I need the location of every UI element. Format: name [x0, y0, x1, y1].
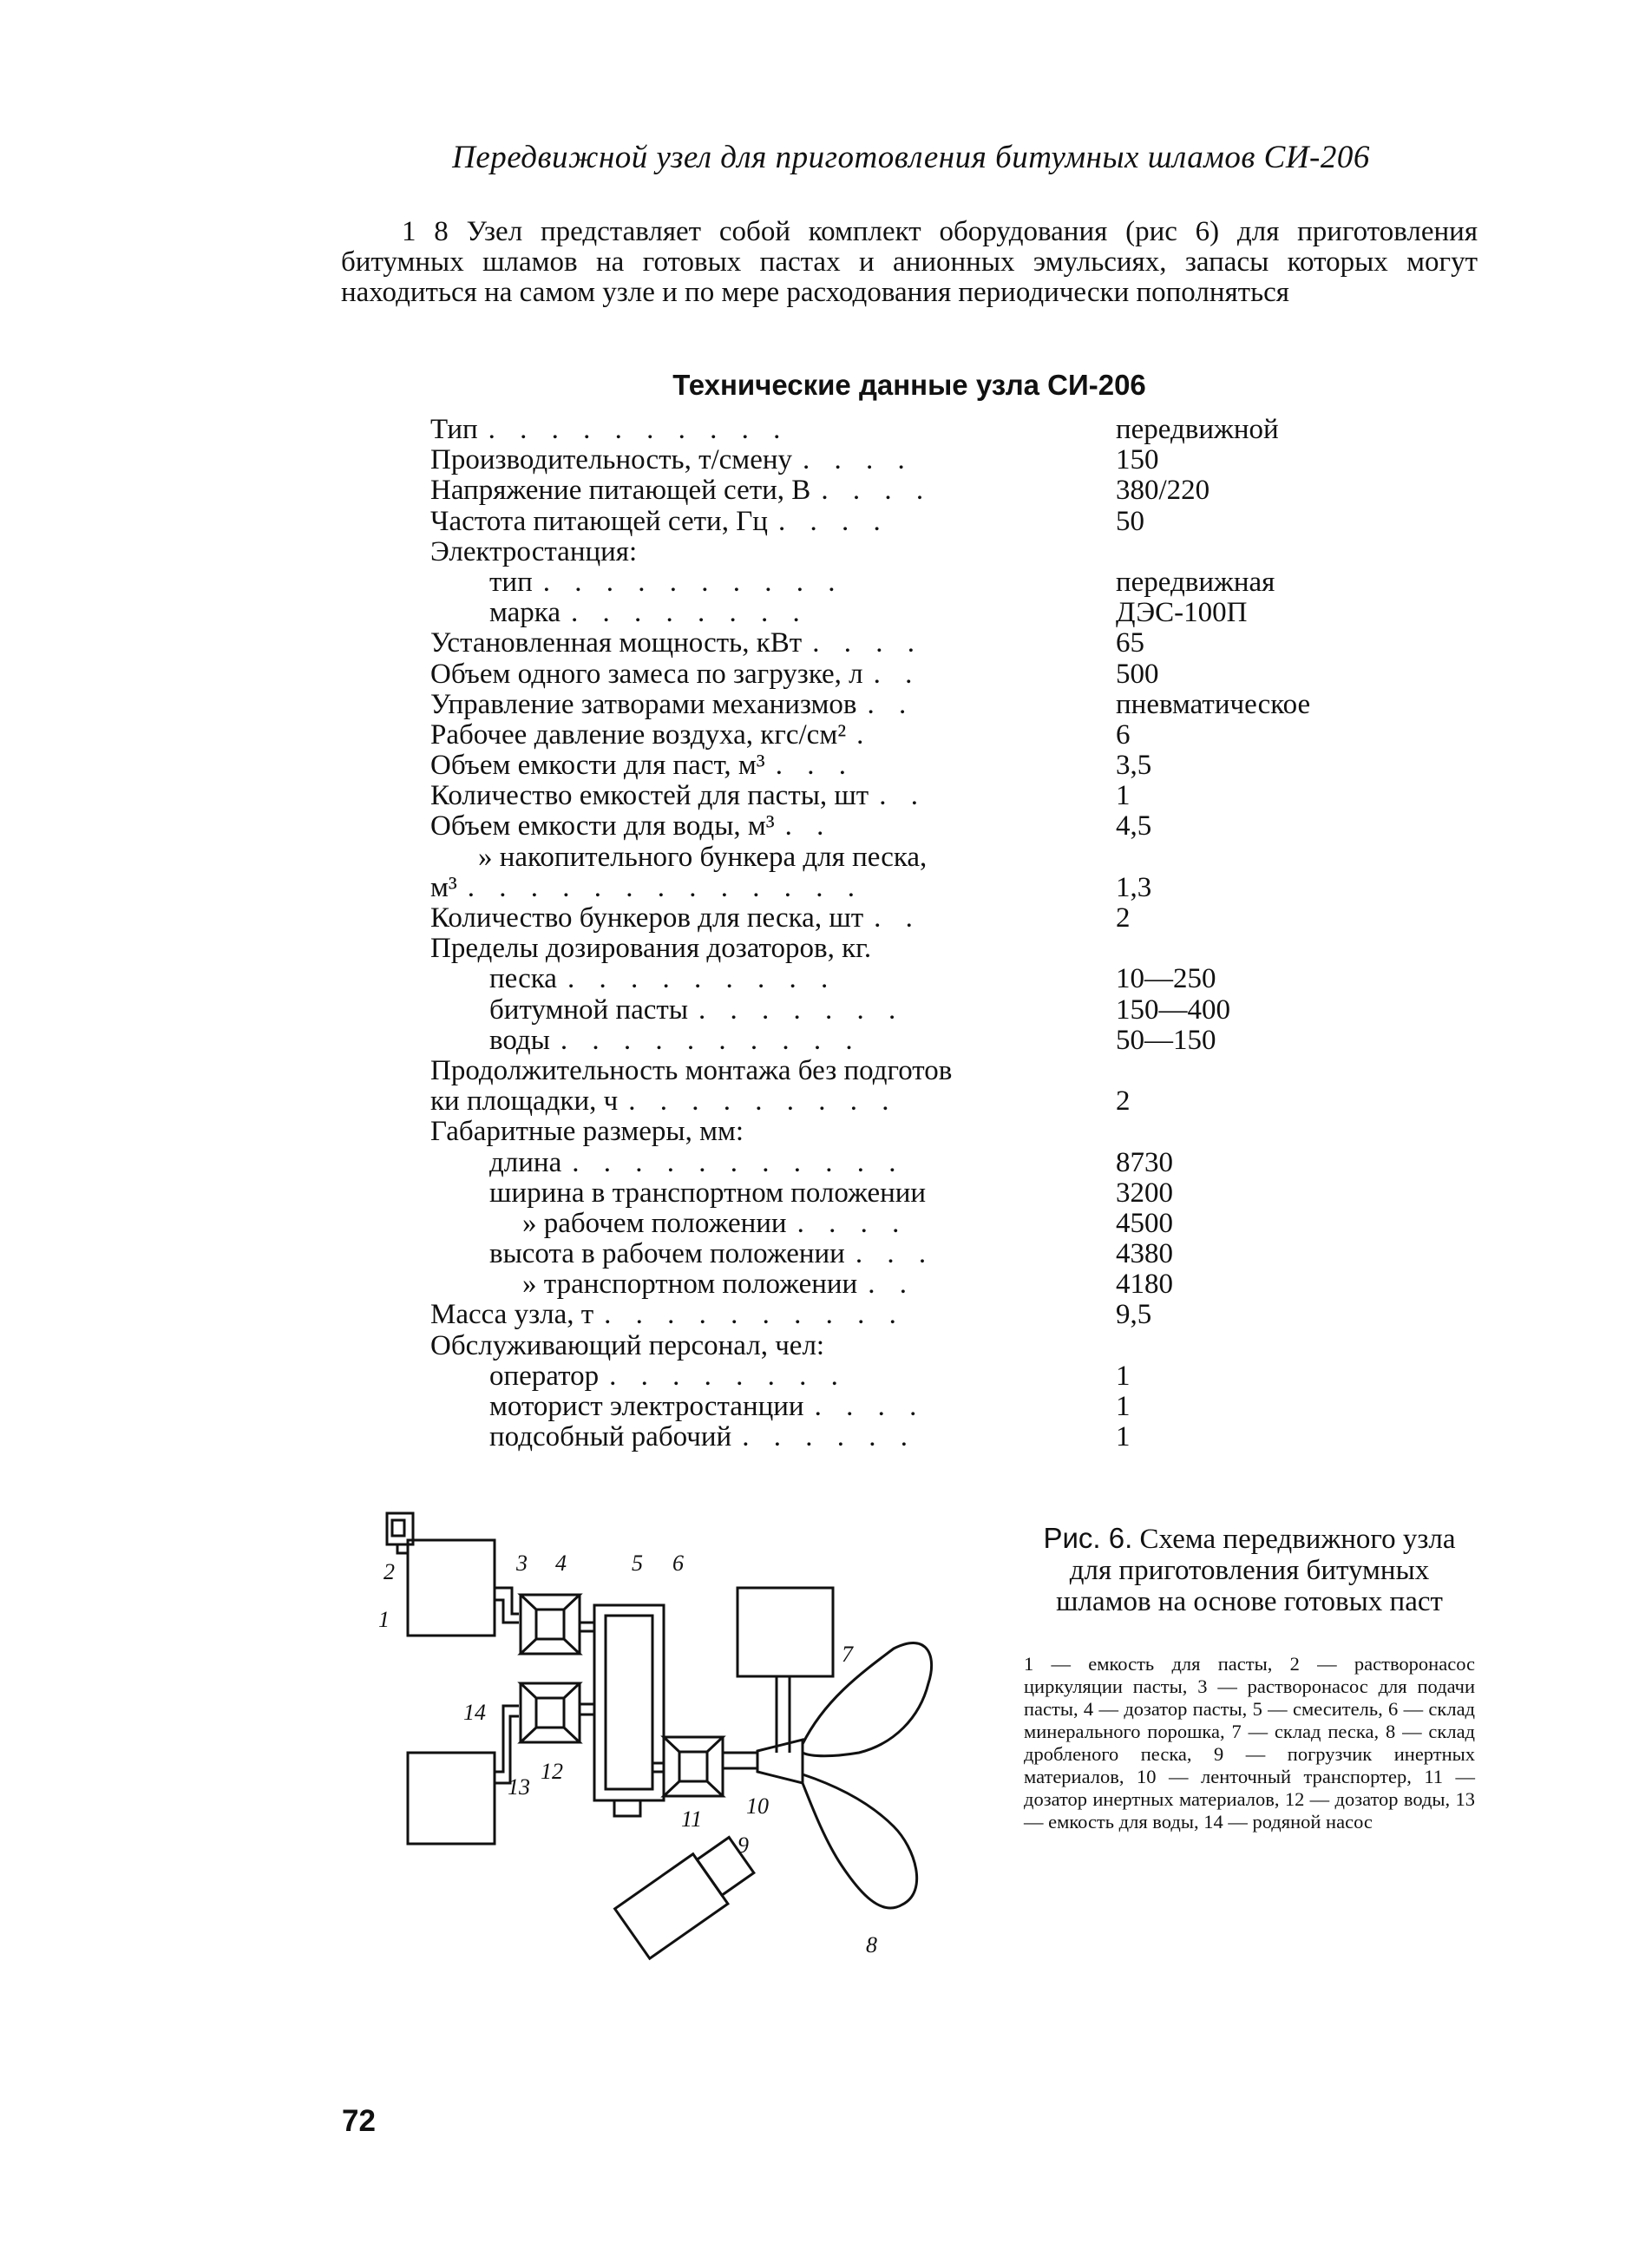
spec-row — [430, 1300, 1411, 1330]
spec-row — [430, 964, 1411, 994]
crushed-sand-8 — [803, 1774, 917, 1908]
spec-label-text: Тип — [430, 415, 478, 445]
spec-label — [430, 934, 1116, 964]
legend-item: 14 — родяной насос — [1203, 1811, 1373, 1833]
figure-caption-text: Схема передвижного узла для приготовления битумных шламов на основе готовых паст — [1056, 1524, 1456, 1617]
spec-label-text: Масса узла, т — [430, 1300, 594, 1331]
legend-item: 11 — дозатор инертных материалов, — [1024, 1766, 1476, 1810]
spec-label-text: битумной пасты — [489, 994, 689, 1026]
spec-label-text: » накопительного бункера для песка, — [478, 842, 928, 873]
spec-label — [430, 1361, 1116, 1392]
spec-label-text: подсобный рабочий — [489, 1422, 732, 1453]
spec-row — [430, 1209, 1411, 1239]
spec-label-text: высота в рабочем положении — [489, 1239, 845, 1270]
spec-label-text: Объем одного замеса по загрузке, л — [430, 659, 863, 690]
spec-label-text: Объем емкости для паст, м³ — [430, 751, 765, 782]
spec-label-text: тип — [489, 567, 533, 598]
spec-label-text: Установленная мощность, кВт — [430, 628, 803, 659]
water-tank-13 — [408, 1753, 495, 1844]
leader-dots: . . . . . . — [742, 1422, 916, 1453]
spec-label — [430, 415, 1116, 445]
spec-label-text: Обслуживающий персонал, чел: — [430, 1330, 825, 1361]
spec-value: 1 — [1116, 780, 1131, 812]
spec-label-text: Пределы дозирования дозаторов, кг. — [430, 934, 872, 965]
leader-dots: . . . . . . . . . — [628, 1086, 898, 1118]
label-11: 11 — [681, 1806, 703, 1832]
spec-value: 4500 — [1116, 1207, 1173, 1239]
spec-value: 1 — [1116, 1360, 1131, 1392]
spec-label — [430, 1269, 1116, 1300]
legend-item: 12 — дозатор воды, — [1284, 1788, 1451, 1810]
spec-label — [430, 751, 1116, 781]
legend-item: 8 — склад дробленого песка, — [1024, 1721, 1476, 1765]
label-3: 3 — [516, 1551, 528, 1576]
leader-dots: . . — [879, 781, 927, 812]
spec-row — [430, 1026, 1411, 1056]
leader-dots: . . — [873, 659, 921, 690]
spec-row — [430, 1178, 1411, 1209]
spec-label — [430, 1209, 1116, 1239]
spec-label — [430, 811, 1116, 842]
spec-value: 2 — [1116, 1085, 1131, 1118]
spec-label-text: ки площадки, ч — [430, 1086, 619, 1118]
spec-row — [430, 903, 1411, 934]
spec-value: 65 — [1116, 627, 1144, 659]
spec-value: 150—400 — [1116, 993, 1230, 1026]
spec-label — [430, 475, 1116, 506]
legend-item: 5 — смеситель, — [1252, 1698, 1383, 1720]
label-13: 13 — [508, 1774, 530, 1800]
spec-label — [430, 598, 1116, 628]
spec-label — [430, 1422, 1116, 1452]
spec-label-text: Производительность, т/смену — [430, 445, 792, 476]
sand-storage-7 — [803, 1643, 932, 1756]
spec-label — [430, 1392, 1116, 1422]
spec-value: передвижной — [1116, 414, 1279, 445]
spec-label — [430, 567, 1116, 598]
spec-value: 4380 — [1116, 1238, 1173, 1270]
spec-row — [430, 1056, 1411, 1086]
legend-item: 6 — склад минерального порошка, — [1024, 1698, 1476, 1742]
spec-label — [430, 1178, 1116, 1209]
spec-row — [430, 659, 1411, 690]
spec-row — [430, 445, 1411, 475]
intro-text: 1 8 Узел представляет собой комплект оборудования (рис 6) для приготовления битумных шламов на готовых пастах и анионных эмульсиях, запасы которых могут находиться на самом узле и по мере расходования периодически пополняться — [341, 216, 1478, 308]
spec-label-text: длина — [489, 1147, 562, 1178]
leader-dots: . . . . — [803, 445, 914, 476]
spec-value: 1,3 — [1116, 871, 1152, 903]
spec-value: 2 — [1116, 902, 1131, 934]
spec-label-text: м³ — [430, 872, 457, 903]
belt-conveyor-10 — [723, 1753, 757, 1768]
leader-dots: . — [856, 719, 873, 751]
spec-label — [430, 1239, 1116, 1269]
spec-value — [1116, 1056, 1411, 1086]
spec-row — [430, 567, 1411, 598]
leader-dots: . . — [868, 1269, 915, 1301]
label-12: 12 — [541, 1759, 563, 1784]
spec-value: 10—250 — [1116, 963, 1216, 995]
leader-dots: . . . . . . . . — [570, 598, 809, 629]
equipment-diagram — [373, 1492, 980, 1961]
spec-label — [430, 1331, 1116, 1361]
spec-label — [430, 843, 1116, 873]
legend-item: 2 — растворонасос циркуляции пасты, — [1024, 1653, 1475, 1697]
spec-value: передвижная — [1116, 566, 1275, 598]
spec-label-text: Количество бункеров для песка, шт — [430, 903, 864, 934]
leader-dots: . . . . . . . — [698, 994, 905, 1026]
section-heading: Передвижной узел для приготовления битумных шламов СИ-206 — [452, 140, 1370, 175]
spec-label-text: Количество емкостей для пасты, шт — [430, 781, 869, 812]
leader-dots: . . . . — [796, 1208, 908, 1239]
leader-dots: . . . . — [814, 1392, 926, 1422]
spec-label — [430, 659, 1116, 690]
spec-row — [430, 995, 1411, 1026]
spec-label-text: Продолжительность монтажа без подготов — [430, 1055, 953, 1086]
spec-row — [430, 415, 1411, 445]
spec-list — [430, 415, 1411, 1452]
spec-row — [430, 1331, 1411, 1361]
spec-label — [430, 690, 1116, 720]
spec-label-text: Управление затворами механизмов — [430, 689, 857, 720]
spec-value: пневматическое — [1116, 688, 1311, 720]
spec-value: 50—150 — [1116, 1024, 1216, 1056]
spec-value — [1116, 843, 1411, 873]
figure-legend — [1024, 1653, 1475, 1833]
spec-row — [430, 1148, 1411, 1178]
leader-dots: . . . — [855, 1239, 935, 1270]
spec-label-text: моторист электростанции — [489, 1392, 804, 1422]
spec-label-text: » транспортном положении — [522, 1269, 858, 1301]
spec-value: 3200 — [1116, 1177, 1173, 1209]
legend-item: 13 — емкость для воды, — [1024, 1788, 1475, 1833]
label-6: 6 — [672, 1551, 684, 1576]
spec-row — [430, 811, 1411, 842]
spec-row — [430, 1392, 1411, 1422]
spec-label-text: Габаритные размеры, мм: — [430, 1117, 744, 1148]
spec-row — [430, 1422, 1411, 1452]
spec-label-text: песка — [489, 964, 557, 995]
spec-row — [430, 781, 1411, 811]
leader-dots: . . . — [775, 751, 855, 782]
spec-row — [430, 1269, 1411, 1300]
spec-row — [430, 1239, 1411, 1269]
leader-dots: . . . . . . . . . . — [560, 1025, 862, 1056]
legend-item: 1 — емкость для пасты, — [1024, 1653, 1273, 1675]
leader-dots: . . . . — [821, 475, 933, 507]
leader-dots: . . — [874, 903, 921, 934]
powder-storage-6 — [738, 1588, 833, 1676]
spec-row — [430, 628, 1411, 659]
spec-label-text: Напряжение питающей сети, В — [430, 475, 811, 507]
spec-value — [1116, 1331, 1411, 1361]
leader-dots: . . — [784, 811, 833, 843]
spec-label — [430, 1026, 1116, 1056]
spec-label — [430, 1300, 1116, 1330]
spec-row — [430, 751, 1411, 781]
intro-paragraph — [341, 217, 1478, 308]
spec-label-text: Частота питающей сети, Гц — [430, 506, 768, 537]
legend-item: 3 — растворонасос для подачи пасты, — [1024, 1675, 1476, 1720]
spec-label-text: Рабочее давление воздуха, кгс/см² — [430, 719, 847, 751]
spec-value: ДЭС-100П — [1116, 597, 1248, 629]
spec-value — [1116, 934, 1411, 964]
spec-table-title: Технические данные узла СИ-206 — [672, 369, 1146, 401]
spec-row — [430, 1086, 1411, 1117]
spec-label — [430, 537, 1116, 567]
label-2: 2 — [384, 1559, 395, 1584]
spec-value: 1 — [1116, 1421, 1131, 1453]
spec-value: 1 — [1116, 1391, 1131, 1422]
spec-row — [430, 507, 1411, 537]
figure-number: Рис. 6. — [1043, 1522, 1133, 1554]
spec-label-text: марка — [489, 598, 560, 629]
spec-label — [430, 1117, 1116, 1147]
spec-row — [430, 537, 1411, 567]
spec-value: 4,5 — [1116, 810, 1152, 843]
spec-label-text: оператор — [489, 1361, 600, 1392]
leader-dots: . . . . . . . . . . . — [572, 1147, 905, 1178]
spec-label-text: воды — [489, 1025, 550, 1056]
legend-item: 7 — склад песка, — [1231, 1721, 1380, 1742]
legend-item: 9 — погрузчик инертных материалов, — [1024, 1743, 1475, 1787]
spec-value: 50 — [1116, 505, 1144, 537]
spec-row — [430, 873, 1411, 903]
spec-value: 3,5 — [1116, 750, 1152, 782]
label-1: 1 — [378, 1607, 390, 1632]
spec-label-text: » рабочем положении — [522, 1208, 787, 1239]
spec-label-text: Электростанция: — [430, 536, 638, 567]
spec-label — [430, 445, 1116, 475]
spec-row — [430, 934, 1411, 964]
leader-dots: . . . . — [812, 628, 923, 659]
spec-label — [430, 873, 1116, 903]
spec-row — [430, 720, 1411, 751]
spec-value — [1116, 537, 1411, 567]
leader-dots: . . . . . . . . . — [567, 964, 837, 995]
label-14: 14 — [463, 1700, 486, 1725]
spec-label — [430, 1148, 1116, 1178]
leader-dots: . . — [867, 689, 915, 720]
spec-value: 500 — [1116, 658, 1159, 690]
spec-value: 150 — [1116, 444, 1159, 476]
legend-item: 10 — ленточный транспортер, — [1137, 1766, 1412, 1787]
spec-row — [430, 598, 1411, 628]
spec-label — [430, 1086, 1116, 1117]
label-7: 7 — [842, 1642, 853, 1667]
label-4: 4 — [555, 1551, 567, 1576]
spec-row — [430, 475, 1411, 506]
spec-label — [430, 628, 1116, 659]
leader-dots: . . . . . . . . . . . . . — [467, 872, 864, 903]
spec-label — [430, 995, 1116, 1026]
label-9: 9 — [738, 1833, 749, 1858]
spec-label — [430, 507, 1116, 537]
spec-label — [430, 1056, 1116, 1086]
spec-value: 8730 — [1116, 1146, 1173, 1178]
leader-dots: . . . . . . . . . . — [542, 567, 844, 598]
spec-label — [430, 964, 1116, 994]
spec-value: 9,5 — [1116, 1299, 1152, 1331]
spec-value — [1116, 1117, 1411, 1147]
label-10: 10 — [746, 1793, 769, 1819]
label-5: 5 — [632, 1551, 643, 1576]
spec-row — [430, 690, 1411, 720]
spec-label-text: ширина в транспортном положении — [489, 1177, 927, 1209]
page-number: 72 — [342, 2104, 376, 2138]
spec-label — [430, 781, 1116, 811]
spec-label — [430, 720, 1116, 751]
spec-value: 4180 — [1116, 1269, 1173, 1301]
figure-caption — [1024, 1523, 1475, 1617]
leader-dots: . . . . — [777, 506, 889, 537]
legend-item: 4 — дозатор пасты, — [1083, 1698, 1248, 1720]
spec-label-text: Объем емкости для воды, м³ — [430, 811, 775, 843]
spec-label — [430, 903, 1116, 934]
spec-row — [430, 1361, 1411, 1392]
spec-value: 380/220 — [1116, 475, 1210, 507]
spec-row — [430, 843, 1411, 873]
spec-value: 6 — [1116, 718, 1131, 751]
leader-dots: . . . . . . . . — [609, 1361, 847, 1392]
paste-tank-1 — [408, 1540, 495, 1636]
spec-row — [430, 1117, 1411, 1147]
leader-dots: . . . . . . . . . . — [488, 415, 790, 445]
leader-dots: . . . . . . . . . . — [604, 1300, 905, 1331]
label-8: 8 — [866, 1932, 877, 1957]
